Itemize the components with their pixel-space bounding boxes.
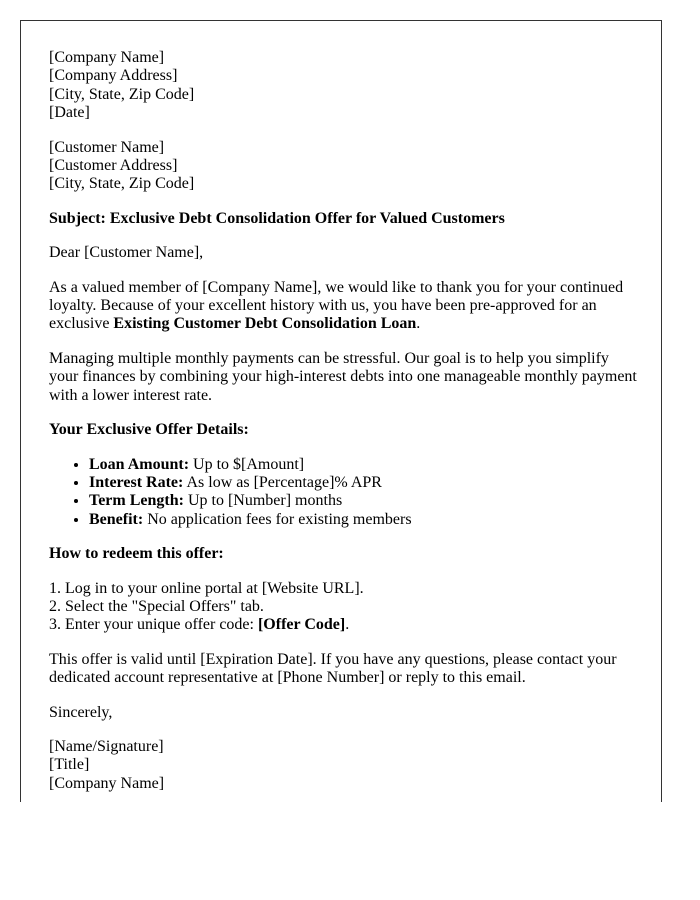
loan-name: Existing Customer Debt Consolidation Loan (113, 315, 417, 333)
signature-block (49, 738, 639, 793)
intro-end: . (416, 315, 421, 333)
recipient-address: [Customer Address] (49, 157, 178, 175)
offer-value: No application fees for existing members (143, 510, 412, 528)
offer-value: Up to [Number] months (183, 492, 343, 510)
signature-title: [Title] (49, 756, 90, 774)
validity-paragraph: This offer is valid until [Expiration Date]. If you have any questions, please contact your dedicated account representative at [Phone Number] or reply to this email. (49, 650, 617, 687)
sender-block (49, 49, 639, 123)
offer-label: Benefit: (89, 510, 144, 528)
subject-line: Subject: Exclusive Debt Consolidation Offer for Valued Customers (49, 209, 505, 227)
signature-name: [Name/Signature] (49, 737, 164, 755)
redeem-steps (49, 580, 639, 635)
sender-company-address: [Company Address] (49, 67, 178, 85)
offer-item-term-length (89, 492, 661, 510)
offer-item-interest-rate (89, 474, 661, 492)
offer-code: [Offer Code] (257, 616, 346, 634)
step-3-end: . (345, 616, 350, 634)
offer-item-benefit (89, 511, 661, 529)
intro-paragraph (49, 279, 639, 334)
step-1: 1. Log in to your online portal at [Website URL]. (49, 579, 364, 597)
offer-label: Loan Amount: (89, 455, 190, 473)
step-3 (49, 616, 639, 634)
sender-city-state-zip: [City, State, Zip Code] (49, 85, 195, 103)
signature-company: [Company Name] (49, 774, 165, 792)
offer-label: Term Length: (89, 492, 184, 510)
sender-company-name: [Company Name] (49, 49, 165, 66)
offer-item-loan-amount (89, 456, 661, 474)
offer-heading: Your Exclusive Offer Details: (49, 421, 249, 439)
goal-paragraph: Managing multiple monthly payments can be stressful. Our goal is to help you simplify your finances by combining your high-interest debts into one manageable monthly payment with a lower interest rate. (49, 349, 637, 404)
step-2: 2. Select the "Special Offers" tab. (49, 597, 264, 615)
step-3-text: 3. Enter your unique offer code: (49, 616, 258, 634)
greeting: Dear [Customer Name], (49, 244, 204, 262)
letter-page (20, 20, 662, 802)
closing: Sincerely, (49, 703, 113, 721)
offer-details-list (49, 456, 661, 530)
offer-label: Interest Rate: (89, 473, 184, 491)
intro-text: As a valued member of [Company Name], we would like to thank you for your continued loyalty. Because of your excellent history with us, you have been pre-approved for an exclusive (49, 278, 624, 333)
offer-value: Up to $[Amount] (189, 455, 305, 473)
offer-value: As low as [Percentage]% APR (183, 473, 382, 491)
letter-date: [Date] (49, 104, 90, 122)
recipient-block (49, 139, 639, 194)
redeem-heading: How to redeem this offer: (49, 545, 224, 563)
recipient-city-state-zip: [City, State, Zip Code] (49, 175, 195, 193)
recipient-name: [Customer Name] (49, 138, 165, 156)
